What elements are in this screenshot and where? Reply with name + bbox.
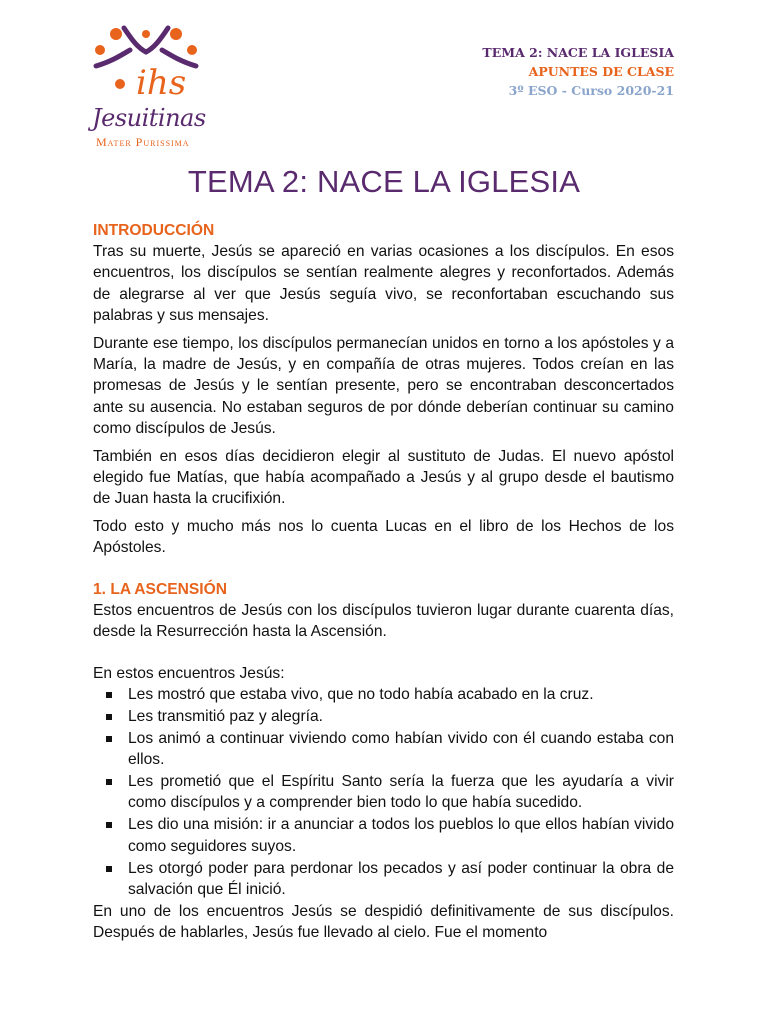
- list-item: Les otorgó poder para perdonar los pecados y así poder continuar la obra de salvación que Él inició.: [93, 858, 674, 901]
- school-logo: [86, 22, 208, 152]
- section-paragraph: En uno de los encuentros Jesús se despidió definitivamente de sus discípulos. Después de hablarles, Jesús fue llevado al cielo. Fue el momento: [93, 902, 674, 942]
- document-body: [93, 220, 674, 944]
- svg-text:ihs: ihs: [136, 63, 187, 102]
- header-label: APUNTES DE CLASE: [528, 64, 674, 79]
- header-topic: TEMA 2: NACE LA IGLESIA: [482, 45, 674, 60]
- intro-paragraph: También en esos días decidieron elegir al sustituto de Judas. El nuevo apóstol elegido fue Matías, que había acompañado a Jesús y al grupo desde el bautismo de Juan hasta la crucifixión.: [93, 447, 674, 508]
- list-item: Les dio una misión: ir a anunciar a todos los pueblos lo que ellos habían vivido como seguidores suyos.: [93, 814, 674, 857]
- intro-paragraph: Tras su muerte, Jesús se apareció en varias ocasiones a los discípulos. En esos encuentros, los discípulos se sentían realmente alegres y reconfortados. Además de alegrarse al ver que Jesús seguía vivo, se reconfortaban escuchando sus palabras y sus mensajes.: [93, 243, 674, 325]
- square-bullet-icon: [106, 822, 112, 828]
- logo-subtitle: Mater Purissima: [96, 135, 190, 149]
- list-item: Les mostró que estaba vivo, que no todo había acabado en la cruz.: [93, 684, 674, 705]
- square-bullet-icon: [106, 736, 112, 742]
- page-title: TEMA 2: NACE LA IGLESIA: [187, 164, 581, 199]
- intro-paragraph: Durante ese tiempo, los discípulos permanecían unidos en torno a los apóstoles y a María, la madre de Jesús, y en compañía de otras mujeres. Todos creían en las promesas de Jesús y le sentían presente, pero se encontraban desconcertados ante su ausencia. No estaban seguros de por dónde deberían continuar su camino como discípulos de Jesús.: [93, 334, 674, 438]
- square-bullet-icon: [106, 714, 112, 720]
- encounter-list: [93, 684, 674, 901]
- square-bullet-icon: [106, 692, 112, 698]
- section-paragraph: Estos encuentros de Jesús con los discípulos tuvieron lugar durante cuarenta días, desde la Resurrección hasta la Ascensión.: [93, 601, 674, 641]
- list-item: Les prometió que el Espíritu Santo sería la fuerza que les ayudaría a vivir como discípulos y a comprender bien todo lo que había sucedido.: [93, 771, 674, 814]
- intro-paragraph: Todo esto y mucho más nos lo cuenta Lucas en el libro de los Hechos de los Apóstoles.: [93, 517, 674, 557]
- ihs-monogram-icon: [86, 22, 208, 102]
- list-lead: En estos encuentros Jesús:: [93, 664, 285, 682]
- square-bullet-icon: [106, 866, 112, 872]
- section-heading: 1. LA ASCENSIÓN: [93, 580, 228, 598]
- list-item: Los animó a continuar viviendo como habían vivido con él cuando estaba con ellos.: [93, 728, 674, 771]
- intro-heading: INTRODUCCIÓN: [93, 222, 215, 239]
- document-header: [482, 43, 674, 100]
- list-item: Les transmitió paz y alegría.: [93, 706, 674, 727]
- square-bullet-icon: [106, 779, 112, 785]
- logo-name: Jesuitinas: [92, 104, 206, 132]
- header-course: 3º ESO - Curso 2020-21: [508, 83, 674, 98]
